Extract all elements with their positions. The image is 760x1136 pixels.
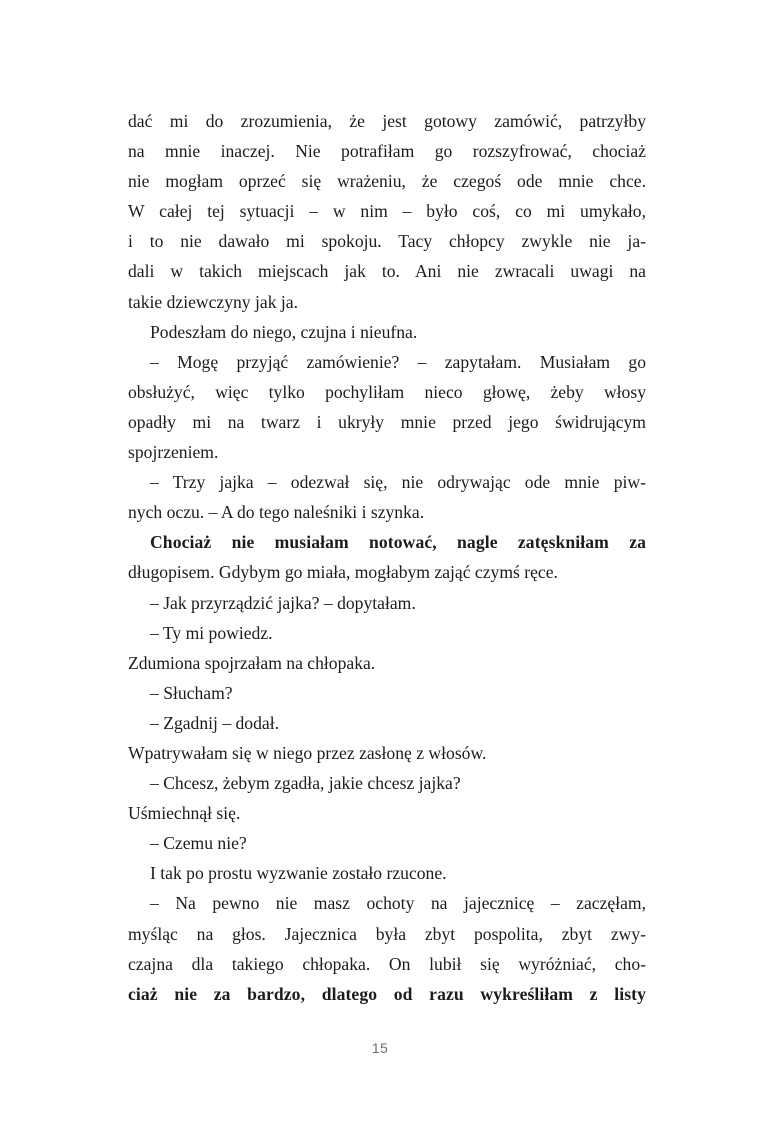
text-line: I tak po prostu wyzwanie zostało rzucone.: [150, 863, 447, 884]
text-line: Zdumiona spojrzałam na chłopaka.: [128, 652, 376, 673]
text-line: na mnie inaczej. Nie potrafiłam go rozszyfrować, chociaż: [128, 141, 646, 162]
text-line: W całej tej sytuacji – w nim – było coś, co mi umykało,: [128, 201, 646, 222]
text-line: opadły mi na twarz i ukryły mnie przed jego świdrującym: [128, 411, 646, 432]
text-line: – Słucham?: [150, 682, 233, 703]
text-line: Chociaż nie musiałam notować, nagle zatęskniłam za: [150, 532, 646, 553]
text-line: myśląc na głos. Jajecznica była zbyt pospolita, zbyt zwy-: [128, 923, 646, 944]
text-line: Wpatrywałam się w niego przez zasłonę z włosów.: [128, 742, 487, 763]
text-line: czajna dla takiego chłopaka. On lubił się wyróżniać, cho-: [128, 953, 646, 974]
page-number: 15: [371, 1040, 389, 1056]
text-line: – Trzy jajka – odezwał się, nie odrywając ode mnie piw-: [150, 472, 646, 493]
text-line: – Zgadnij – dodał.: [150, 712, 279, 733]
text-line: długopisem. Gdybym go miała, mogłabym zająć czymś ręce.: [128, 562, 558, 583]
text-line: – Mogę przyjąć zamówienie? – zapytałam. Musiałam go: [150, 351, 646, 372]
text-line: spojrzeniem.: [128, 442, 219, 463]
text-line: – Jak przyrządzić jajka? – dopytałam.: [150, 592, 416, 613]
text-line: Podeszłam do niego, czujna i nieufna.: [150, 321, 418, 342]
page-body-text: [128, 106, 646, 1009]
text-line: – Na pewno nie masz ochoty na jajecznicę – zaczęłam,: [150, 893, 646, 914]
text-line: – Czemu nie?: [150, 833, 247, 854]
text-line: nych oczu. – A do tego naleśniki i szynka.: [128, 502, 425, 523]
text-line: nie mogłam oprzeć się wrażeniu, że czegoś ode mnie chce.: [128, 171, 646, 192]
text-line: obsłużyć, więc tylko pochyliłam nieco głowę, żeby włosy: [128, 381, 646, 402]
text-line: dali w takich miejscach jak to. Ani nie zwracali uwagi na: [128, 261, 646, 282]
text-line: Uśmiechnął się.: [128, 803, 241, 824]
text-line: – Chcesz, żebym zgadła, jakie chcesz jajka?: [150, 773, 461, 794]
text-line: – Ty mi powiedz.: [150, 622, 273, 643]
text-line: takie dziewczyny jak ja.: [128, 291, 298, 312]
text-line: ciaż nie za bardzo, dlatego od razu wykreśliłam z listy: [128, 983, 646, 1004]
text-line: i to nie dawało mi spokoju. Tacy chłopcy zwykle nie ja-: [128, 231, 646, 252]
text-line: dać mi do zrozumienia, że jest gotowy zamówić, patrzyłby: [128, 111, 646, 131]
